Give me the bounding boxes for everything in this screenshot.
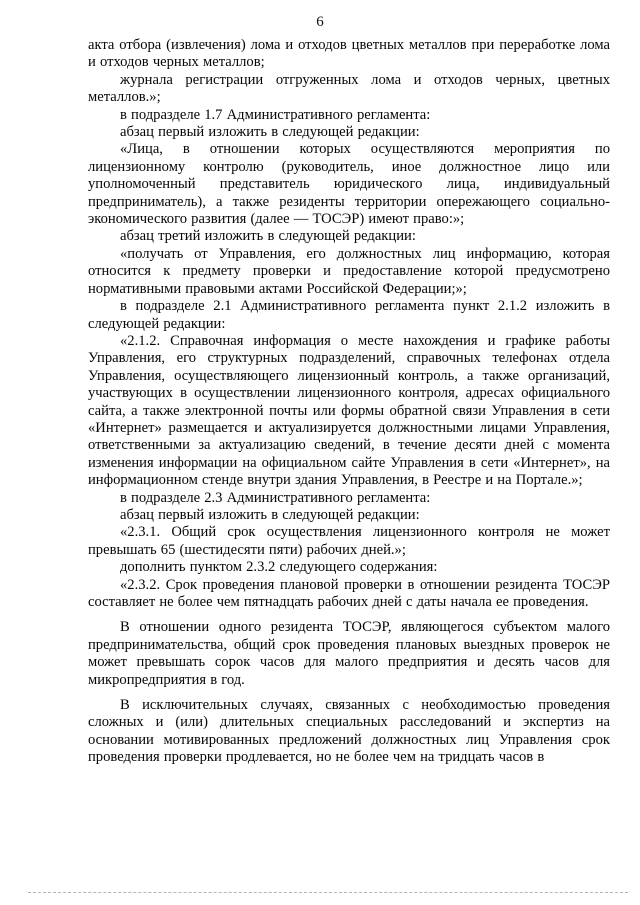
paragraph-14: «2.3.2. Срок проведения плановой проверки в отношении резидента ТОСЭР составляет не более чем пятнадцать рабочих дней с даты начала ее проведения. [88, 576, 610, 610]
paragraph-6: абзац третий изложить в следующей редакции: [120, 228, 416, 245]
scan-artifact-line [28, 892, 628, 893]
document-body [88, 37, 610, 767]
paragraph-2: журнала регистрации отгруженных лома и отходов черных, цветных металлов.»; [88, 71, 610, 106]
paragraph-4: абзац первый изложить в следующей редакции: [120, 124, 420, 141]
paragraph-12: «2.3.1. Общий срок осуществления лицензионного контроля не может превышать 65 (шестидесяти пяти) рабочих дней.»; [88, 524, 610, 558]
paragraph-3: в подразделе 1.7 Административного регламента: [120, 106, 431, 123]
paragraph-1: акта отбора (извлечения) лома и отходов цветных металлов при переработке лома и отходов черных металлов; [88, 37, 610, 71]
paragraph-15: В отношении одного резидента ТОСЭР, являющегося субъектом малого предпринимательства, общий срок проведения плановых выездных проверок не может превышать сорок часов для малого предприятия и десять часов для микропредприятия в год. [88, 619, 610, 688]
paragraph-7: «получать от Управления, его должностных лиц информацию, которая относится к предмету проверки и предоставление которой предусмотрено нормативными правовыми актами Российской Федерации;»; [88, 245, 610, 297]
paragraph-13: дополнить пунктом 2.3.2 следующего содержания: [120, 559, 438, 576]
paragraph-10: в подразделе 2.3 Административного регламента: [120, 489, 431, 506]
paragraph-5: «Лица, в отношении которых осуществляются мероприятия по лицензионному контролю (руководитель, иное должностное лицо или уполномоченный представитель юридического лица, индивидуальный предприниматель), а также резиденты территории опережающего социально-экономического развития (далее — ТОСЭР) имеют право:»; [88, 141, 610, 228]
paragraph-8: в подразделе 2.1 Административного регламента пункт 2.1.2 изложить в следующей редакции: [88, 298, 610, 332]
paragraph-9: «2.1.2. Справочная информация о месте нахождения и графике работы Управления, его структурных подразделений, справочных телефонах отдела Управления, осуществляющего лицензионный контроль, а также организаций, участвующих в осуществлении лицензионного контроля, адресах официального сайта, а также электронной почты или формы обратной связи Управления в сети «Интернет» размещается и актуализируется должностными лицами Управления, ответственными за актуализацию сведений, в течение десяти дней с момента изменения информации на официальном сайте Управления в сети «Интернет», на информационном стенде внутри здания Управления, в Реестре и на Портале.»; [88, 332, 610, 489]
paragraph-16: В исключительных случаях, связанных с необходимостью проведения сложных и (или) длительных специальных расследований и экспертиз на основании мотивированных предложений должностных лиц Управления срок проведения проверки продлевается, но не более чем на тридцать часов в [88, 697, 610, 766]
page-number: 6 [316, 14, 324, 30]
paragraph-11: абзац первый изложить в следующей редакции: [120, 506, 420, 523]
